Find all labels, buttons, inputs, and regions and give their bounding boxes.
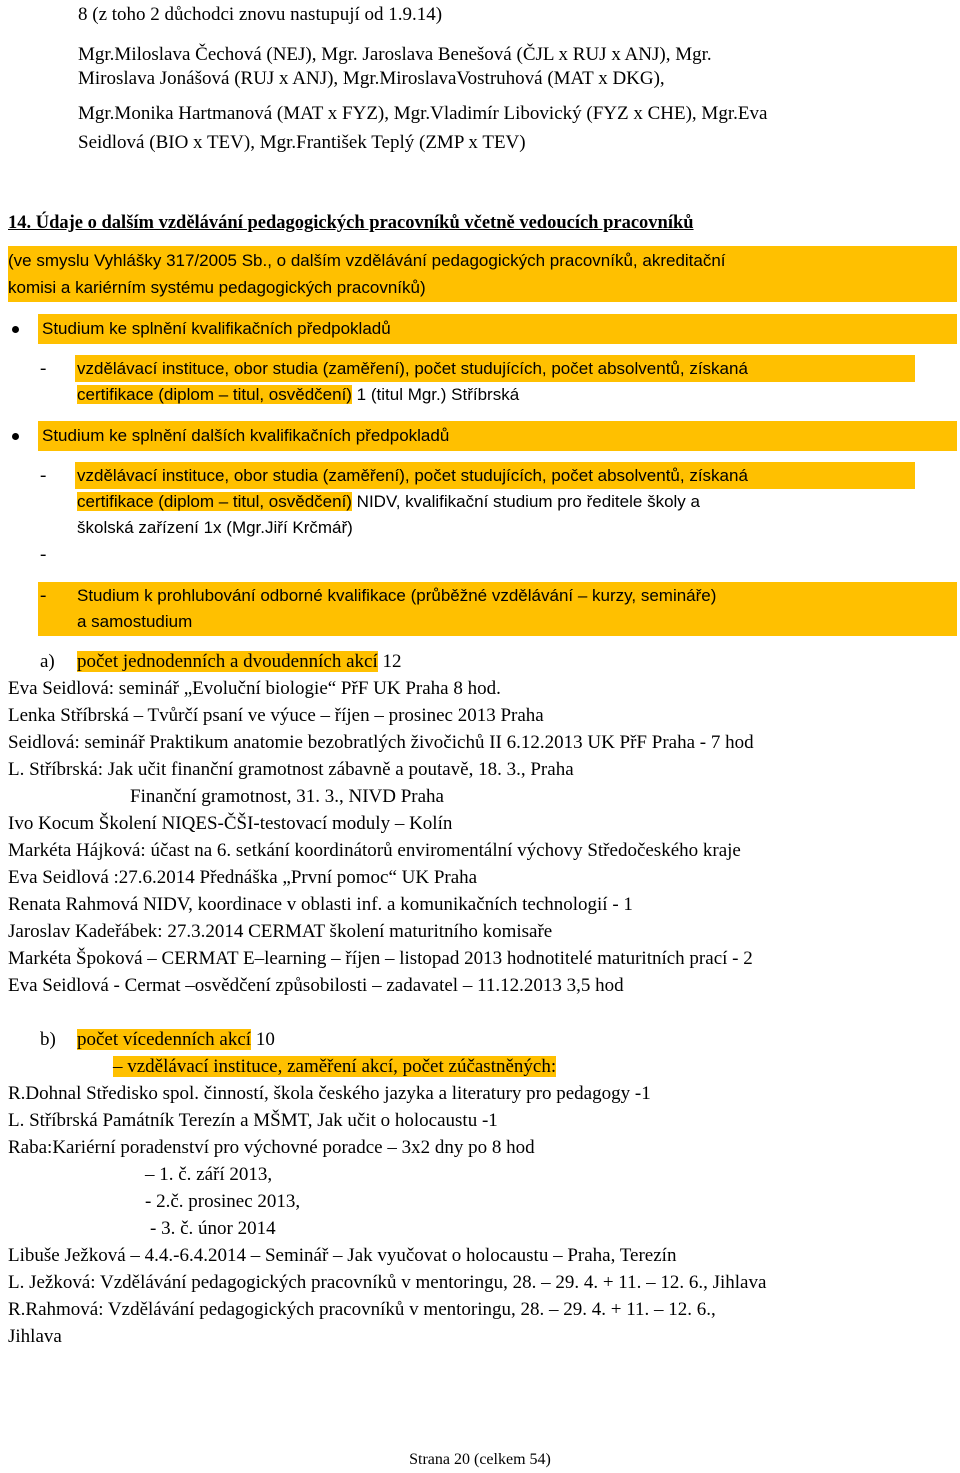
block2-line2-highlight: certifikace (diplom – titul, osvědčení) xyxy=(77,492,352,511)
akce-b-heading xyxy=(77,1027,275,1053)
akce-a-item: Seidlová: seminář Praktikum anatomie bezobratlých živočichů II 6.12.2013 UK PřF Praha - 7 hod xyxy=(8,732,754,753)
akce-a-heading xyxy=(77,649,401,675)
top-line-3: Miroslava Jonášová (RUJ x ANJ), Mgr.MiroslavaVostruhová (MAT x DKG), xyxy=(78,68,665,89)
akce-a-item: Lenka Stříbrská – Tvůrčí psaní ve výuce – říjen – prosinec 2013 Praha xyxy=(8,705,544,726)
akce-b-item: - 3. č. únor 2014 xyxy=(150,1218,276,1239)
akce-b-item: L. Ježková: Vzdělávání pedagogických pracovníků v mentoringu, 28. – 29. 4. + 11. – 12. 6., Jihlava xyxy=(8,1272,767,1293)
akce-b-sub-highlight: – vzdělávací instituce, zaměření akcí, počet zúčastněných: xyxy=(113,1056,557,1077)
block1-line-2 xyxy=(77,382,519,408)
intro-line-1: (ve smyslu Vyhlášky 317/2005 Sb., o dalším vzdělávání pedagogických pracovníků, akreditační xyxy=(8,251,726,270)
block2-line2-rest: NIDV, kvalifikační studium pro ředitele školy a xyxy=(351,492,700,511)
block1-line2-rest: 1 (titul Mgr.) Stříbrská xyxy=(351,385,520,404)
akce-a-item: Finanční gramotnost, 31. 3., NIVD Praha xyxy=(130,786,444,807)
top-line-4: Mgr.Monika Hartmanová (MAT x FYZ), Mgr.Vladimír Libovický (FYZ x CHE), Mgr.Eva xyxy=(78,103,768,124)
block1-bullet-text: Studium ke splnění kvalifikačních předpokladů xyxy=(42,319,391,338)
block3-line-2: a samostudium xyxy=(77,612,193,631)
akce-b-item: L. Stříbrská Památník Terezín a MŠMT, Jak učit o holocaustu -1 xyxy=(8,1110,498,1131)
akce-a-item: Renata Rahmová NIDV, koordinace v oblasti inf. a komunikačních technologií - 1 xyxy=(8,894,633,915)
akce-a-item: Markéta Hájková: účast na 6. setkání koordinátorů enviromentální výchovy Středočeského kraje xyxy=(8,840,741,861)
block1-line2-highlight: certifikace (diplom – titul, osvědčení) xyxy=(77,385,352,404)
block1-line-1: vzdělávací instituce, obor studia (zaměření), počet studujících, počet absolventů, získaná xyxy=(77,359,748,378)
akce-a-label: a) xyxy=(40,651,55,672)
block2-line-1: vzdělávací instituce, obor studia (zaměření), počet studujících, počet absolventů, získaná xyxy=(77,466,748,485)
akce-b-item: R.Dohnal Středisko spol. činností, škola českého jazyka a literatury pro pedagogy -1 xyxy=(8,1083,651,1104)
akce-b-subheading xyxy=(113,1054,556,1080)
block2-dash: - xyxy=(40,465,47,486)
block3-line-1: Studium k prohlubování odborné kvalifikace (průběžné vzdělávání – kurzy, semináře) xyxy=(77,586,717,605)
block2-line-3: školská zařízení 1x (Mgr.Jiří Krčmář) xyxy=(77,518,353,537)
top-line-5: Seidlová (BIO x TEV), Mgr.František Teplý (ZMP x TEV) xyxy=(78,132,526,153)
block3-dash: - xyxy=(40,585,47,606)
akce-b-label: b) xyxy=(40,1029,56,1050)
block2-line-2 xyxy=(77,489,700,515)
akce-b-item: Libuše Ježková – 4.4.-6.4.2014 – Seminář – Jak vyučovat o holocaustu – Praha, Terezín xyxy=(8,1245,677,1266)
akce-b-count: 10 xyxy=(251,1029,275,1050)
bullet-icon xyxy=(12,326,19,333)
akce-a-item: Markéta Špoková – CERMAT E–learning – říjen – listopad 2013 hodnotitelé maturitních prací - 2 xyxy=(8,948,753,969)
page-number: Strana 20 (celkem 54) xyxy=(409,1451,551,1468)
akce-b-item: – 1. č. září 2013, xyxy=(145,1164,273,1185)
akce-a-highlight: počet jednodenních a dvoudenních akcí xyxy=(77,651,378,672)
section-heading: 14. Údaje o dalším vzdělávání pedagogických pracovníků včetně vedoucích pracovníků xyxy=(8,213,694,233)
akce-b-item: R.Rahmová: Vzdělávání pedagogických pracovníků v mentoringu, 28. – 29. 4. + 11. – 12. 6., xyxy=(8,1299,716,1320)
block1-dash: - xyxy=(40,358,47,379)
akce-a-item: Ivo Kocum Školení NIQES-ČŠI-testovací moduly – Kolín xyxy=(8,813,453,834)
intro-line-2: komisi a kariérním systému pedagogických pracovníků) xyxy=(8,278,426,297)
akce-a-item: Eva Seidlová: seminář „Evoluční biologie“ PřF UK Praha 8 hod. xyxy=(8,678,501,699)
top-line-1: 8 (z toho 2 důchodci znovu nastupují od 1.9.14) xyxy=(78,4,443,25)
akce-a-item: Jaroslav Kadeřábek: 27.3.2014 CERMAT školení maturitního komisaře xyxy=(8,921,553,942)
akce-a-item: Eva Seidlová :27.6.2014 Přednáška „První pomoc“ UK Praha xyxy=(8,867,478,888)
akce-b-item: - 2.č. prosinec 2013, xyxy=(145,1191,301,1212)
block2-dash-2: - xyxy=(40,544,47,565)
akce-b-item: Raba:Kariérní poradenství pro výchovné poradce – 3x2 dny po 8 hod xyxy=(8,1137,535,1158)
akce-a-item: Eva Seidlová - Cermat –osvědčení způsobilosti – zadavatel – 11.12.2013 3,5 hod xyxy=(8,975,624,996)
block2-bullet-text: Studium ke splnění dalších kvalifikačních předpokladů xyxy=(42,426,450,445)
akce-b-highlight: počet vícedenních akcí xyxy=(77,1029,252,1050)
akce-a-item: L. Stříbrská: Jak učit finanční gramotnost zábavně a poutavě, 18. 3., Praha xyxy=(8,759,574,780)
akce-b-item: Jihlava xyxy=(8,1326,62,1347)
bullet-icon xyxy=(12,433,19,440)
akce-a-count: 12 xyxy=(377,651,402,672)
top-line-2: Mgr.Miloslava Čechová (NEJ), Mgr. Jaroslava Benešová (ČJL x RUJ x ANJ), Mgr. xyxy=(78,44,712,65)
